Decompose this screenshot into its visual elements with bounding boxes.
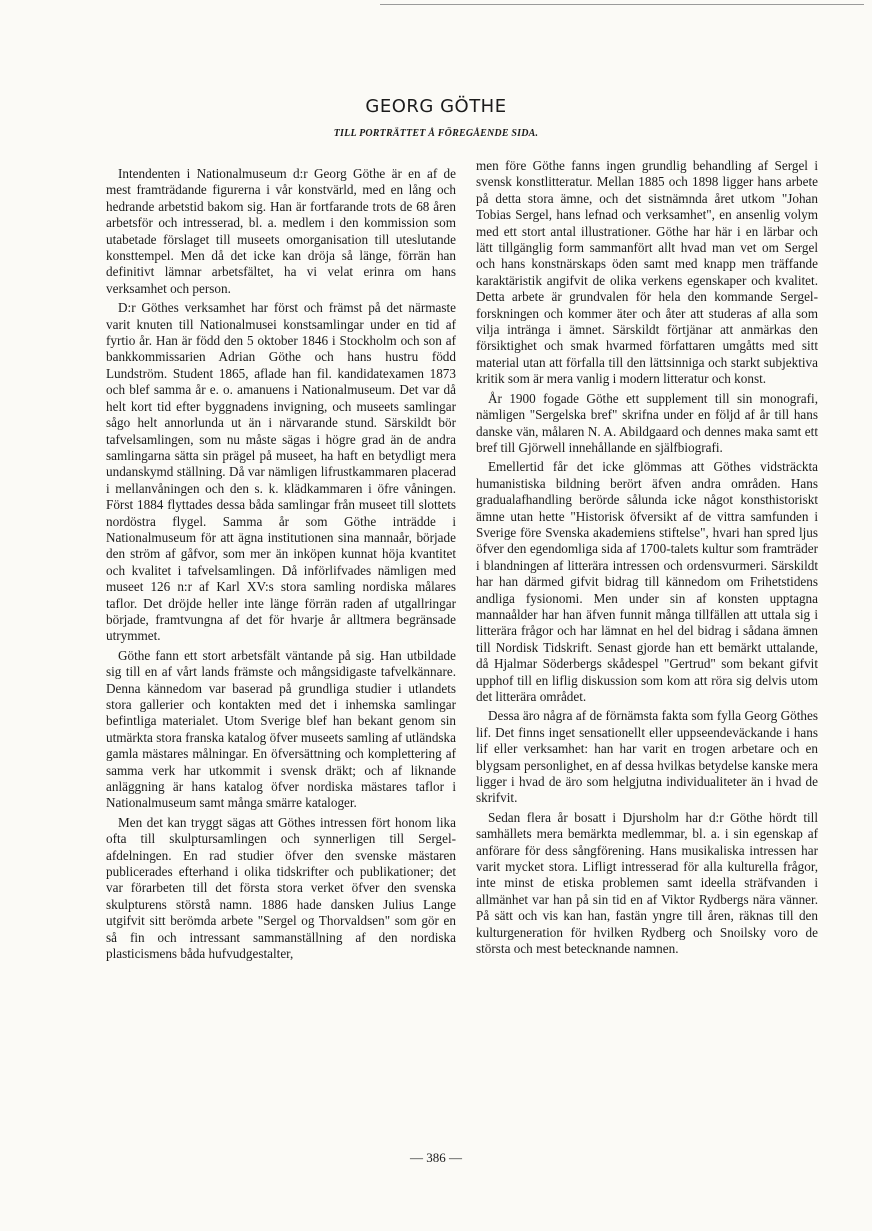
article-title: GEORG GÖTHE	[365, 96, 507, 117]
paragraph: År 1900 fogade Göthe ett supplement till sin monografi, nämligen "Sergelska bref" skrifna under en följd af år till hans danske vän, målaren N. A. Abildgaard och dennes maka samt ett bref till Gjörwell innehållande en själfbiografi.	[476, 390, 818, 455]
page-number: — 386 —	[410, 1150, 462, 1165]
left-column	[106, 166, 456, 966]
paragraph: Intendenten i Nationalmuseum d:r Georg Göthe är en af de mest framträdande figurerna i vår konstvärld, med en lång och hedrande arbetstid bakom sig. Han är fortfarande trots de 68 åren arbetsför och intresserad, bl. a. medlem i den kommission som utabetade förslaget till museets omorganisation till uteslutande konsttempel. Men då det icke kan dröja så länge, förrän han definitivt lämnar arbetsfältet, ha vi velat erinra om hans verksamhet och person.	[106, 166, 456, 296]
paragraph: Dessa äro några af de förnämsta fakta som fylla Georg Göthes lif. Det finns inget sensationellt eller uppseendeväckande i hans lif eller verksamhet: han har varit en trogen arbetare och en blygsam personlighet, en af dessa hvilkas betydelse kanske mera ligger i hvad de äro som helgjutna individualiteter än i hvad de skrifvit.	[476, 708, 818, 806]
top-rule	[380, 4, 864, 5]
paragraph: D:r Göthes verksamhet har först och främst på det närmaste varit knuten till Nationalmusei konstsamlingar under en tid af fyrtio år. Han är född den 5 oktober 1846 i Stockholm och son af bankkommissarien Adrian Göthe och hans hustru född Lundström. Student 1865, aflade han fil. kandidatexamen 1873 och blef samma år e. o. amanuens i Nationalmuseum. Det var då helt kort tid efter byggnadens invigning, och museets samlingar sågo helt annorlunda ut än i närvarande stund. Särskildt bör tafvelsamlingen, som nu måste sägas i högre grad än de andra samlingarna sätta sin prägel på museet, ha haft en betydligt mera undanskymd ställning. Då var nämligen lifrustkammaren placerad i mellanvåningen och den s. k. klädkammaren i öfre våningen. Först 1884 flyttades dessa båda samlingar från museet till slottets nordöstra flygel. Samma år som Göthe inträdde i Nationalmuseum för att ägna institutionen sina mannaår, började den ström af gåfvor, som mer än inköpen kunnat höja kvantitet och kvalitet i tafvelsamlingen. Då införlifvades nämligen med museet 126 n:r af Karl XV:s stora samling nordiska målares taflor. Det dröjde heller inte länge förrän raden af utgallringar började, framtvungna af det för hvarje år alltmera begränsade utrymmet.	[106, 300, 456, 644]
paragraph: Sedan flera år bosatt i Djursholm har d:r Göthe hördt till samhällets mera bemärkta medlemmar, bl. a. i sin egenskap af anförare för dess sångförening. Hans musikaliska intressen har varit mycket stora. Lifligt intresserad för alla kulturella frågor, inte minst de etiska problemen samt ideella sträfvanden i allmänhet var han på sin tid en af Viktor Rydbergs nära vänner. På sätt och vis kan han, fastän yngre till åren, räknas till den kulturgeneration för hvilken Rydberg och Snoilsky voro de största och mest betecknande namnen.	[476, 809, 818, 957]
paragraph: Emellertid får det icke glömmas att Göthes vidsträckta humanistiska bildning berört äfven andra områden. Hans gradualafhandling berörde sålunda icke något konsthistoriskt ämne utan hette "Historisk öfversikt af de vittra samfunden i Sverige före Svenska akademiens stiftelse", hvari han spred ljus öfver den egendomliga sida af 1700-talets kultur som framträder i blandningen af litterära intressen och ordensvurmeri. Särskildt har han därmed gifvit bidrag till kännedom om Frihetstidens andliga fysionomi. Men under sin af konsten upptagna mannaålder har han äfven funnit många tillfällen att uttala sig i litterära frågor och har lämnat en hel del bidrag i sådana ämnen till Nordisk Tidskrift. Senast gjorde han ett bemärkt uttalande, då Hjalmar Söderbergs skådespel "Gertrud" som bekant gifvit upphof till en liflig diskussion som kom att röra sig delvis utom det litterära området.	[476, 459, 818, 704]
paragraph: men före Göthe fanns ingen grundlig behandling af Sergel i svensk konstlitteratur. Mellan 1885 och 1898 ligger hans arbete på detta stora ämne, och det sistnämnda året utkom "Johan Tobias Sergel, hans lefnad och verksamhet", en ansenlig volym med ett stort antal illustrationer. Göthe har här i en lärbar och lätt tillgänglig form sammanfört allt hvad man vet om Sergel och hans konstnärskaps öden samt med knapp men träffande karaktäristik angifvit de olika verkens egenskaper och kvalitet. Detta arbete är grundvalen för hela den kommande Sergel-forskningen och kommer äter och åter att studeras af alla som vilja intränga i ämnet. Särskildt förtjänar att anmärkas den försiktighet och smak hvarmed författaren umgåtts med sitt material utan att förfalla till den lättsinniga och starkt subjektiva kritik som är mera vanlig i modern litteratur och konst.	[476, 158, 818, 387]
right-column	[476, 158, 818, 961]
article-subtitle: TILL PORTRÄTTET Å FÖREGÅENDE SIDA.	[333, 128, 539, 139]
paragraph: Men det kan tryggt sägas att Göthes intressen fört honom lika ofta till skulptursamlingen och synnerligen till Sergel-afdelningen. En rad studier öfver den svenske mästaren publicerades efterhand i olika tidskrifter och publikationer; det var förarbeten till det första stora verket öfver den svenska skulpturens störstå namn. 1886 hade dansken Julius Lange utgifvit sitt berömda arbete "Sergel og Thorvaldsen" som gör en så fin och intressant sammanställning af den nordiska plasticismens båda hufvudgestalter,	[106, 814, 456, 962]
paragraph: Göthe fann ett stort arbetsfält väntande på sig. Han utbildade sig till en af vårt lands främste och mångsidigaste tafvelkännare. Denna kännedom var baserad på grundliga studier i utlandets stora gallerier och kontakten med det i inhemska samlingar befintliga materialet. Utom Sverige blef han bekant genom sin utmärkta stora franska katalog öfver museets samling af utländska gamla mästares målningar. En öfversättning och komplettering af samma verk har utkommit i svensk dräkt; och af liknande anläggning är hans katalog öfver nordiska mästares taflor i Nationalmuseum samt många smärre kataloger.	[106, 647, 456, 811]
